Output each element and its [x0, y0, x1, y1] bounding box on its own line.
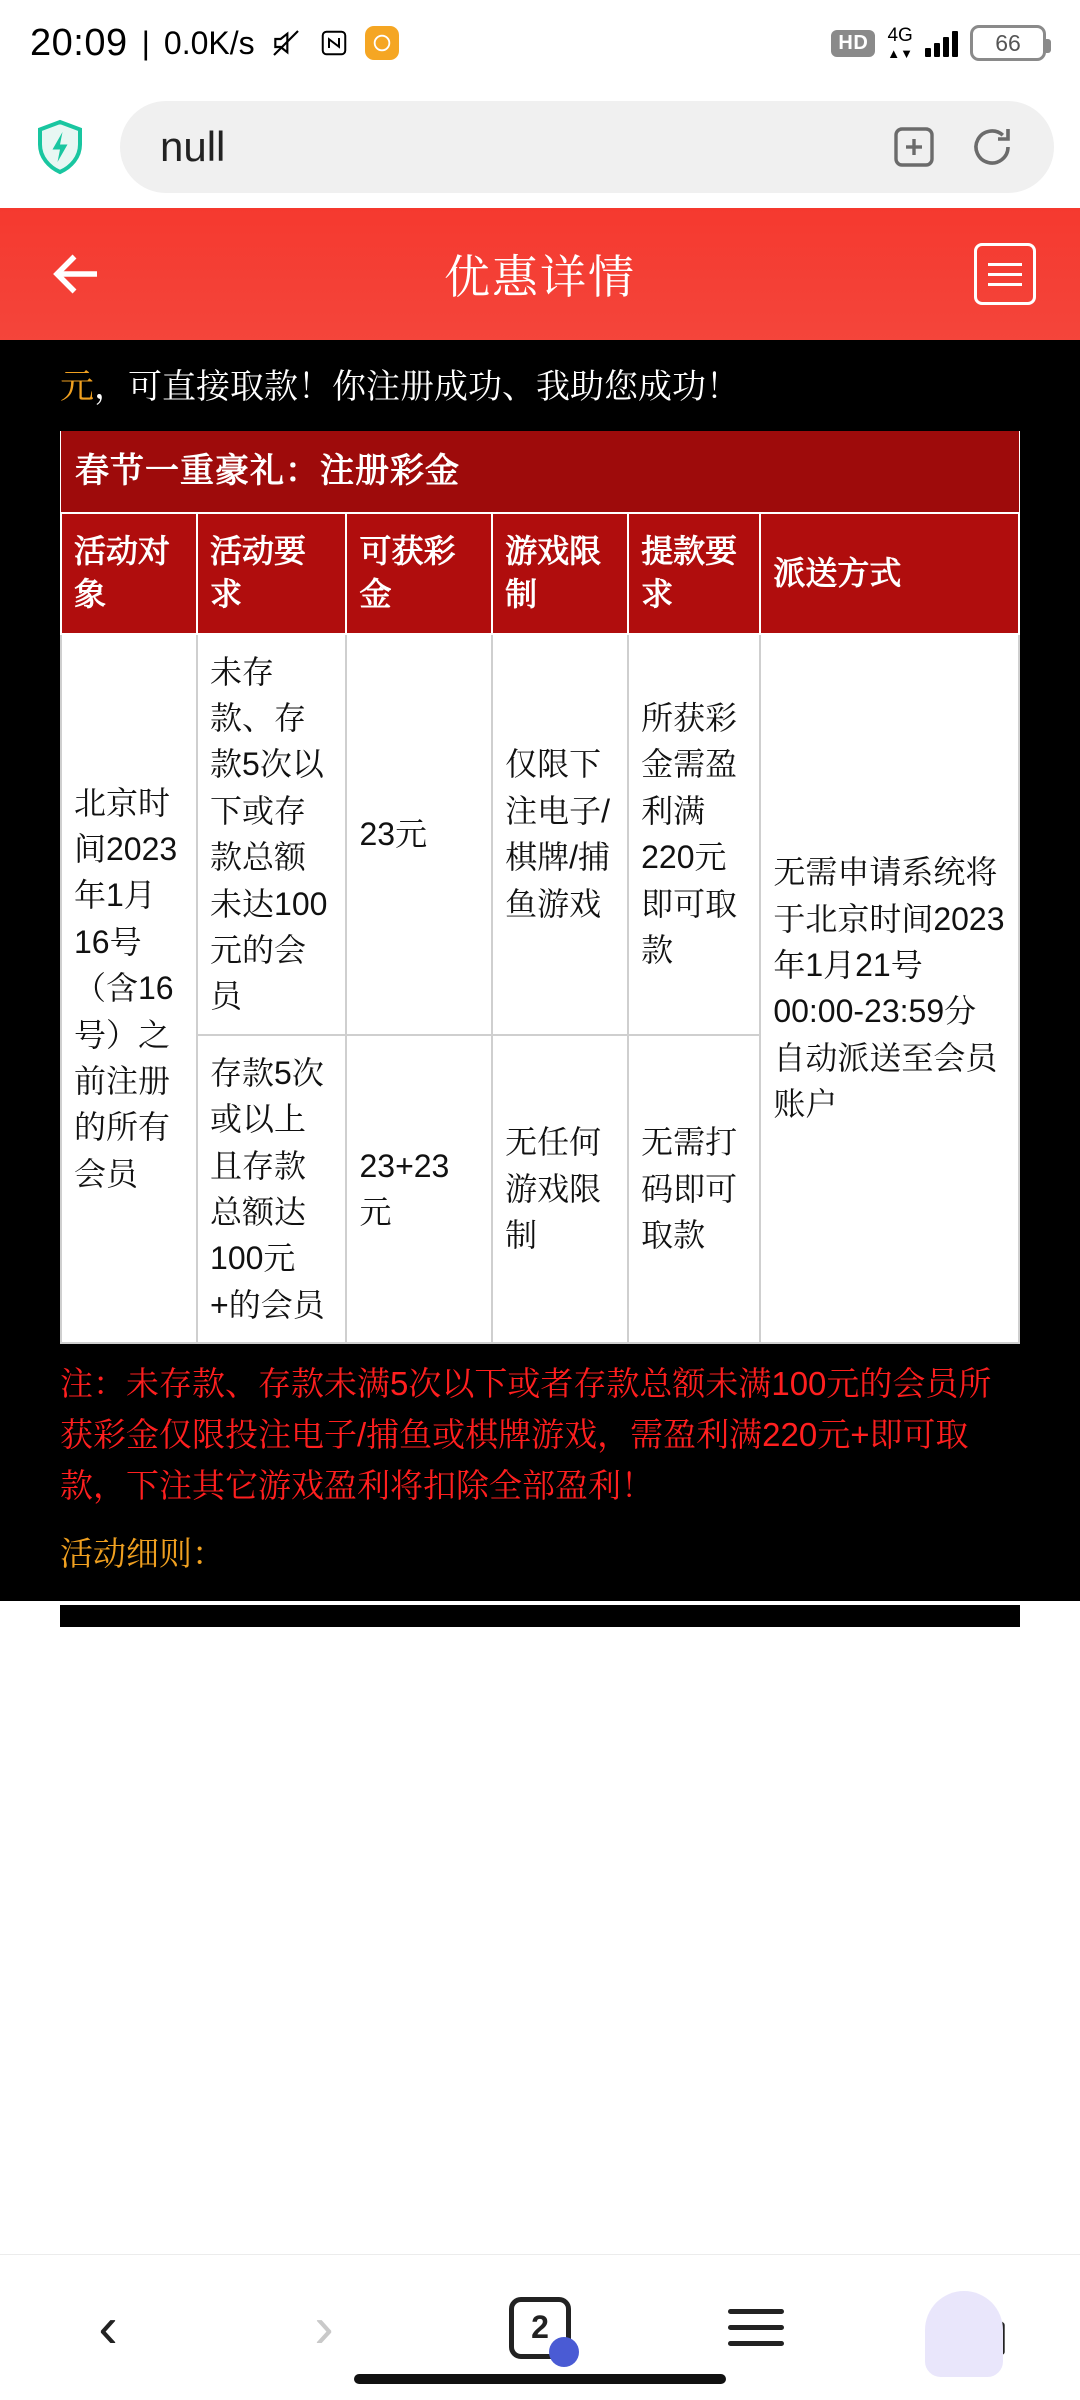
signal-bars-icon [925, 29, 958, 57]
mute-icon [269, 26, 303, 60]
app-header [0, 208, 1080, 340]
hamburger-icon[interactable] [728, 2309, 784, 2346]
tab-switcher-button[interactable] [465, 2273, 615, 2383]
cell-game-limit: 无任何游戏限制 [492, 1035, 628, 1343]
promo-table [60, 431, 1020, 1344]
add-bookmark-icon[interactable] [888, 121, 940, 173]
nav-home-button[interactable] [897, 2273, 1047, 2383]
cell-bonus: 23+23元 [346, 1035, 492, 1343]
nav-menu-button[interactable] [681, 2273, 831, 2383]
network-type-icon [887, 26, 913, 60]
header-game-limit: 游戏限制 [492, 513, 628, 633]
battery-icon [970, 25, 1046, 61]
cell-requirement: 未存款、存款5次以下或存款总额未达100元的会员 [197, 634, 346, 1035]
nav-back-button[interactable] [33, 2273, 183, 2383]
tab-count-label[interactable]: 2 [509, 2297, 571, 2359]
status-bar-left [30, 22, 399, 65]
status-bar [0, 0, 1080, 86]
page-title: 优惠详情 [444, 251, 636, 303]
battery-percent: 66 [995, 29, 1021, 56]
network-type-label: 4G [887, 25, 913, 46]
browser-url-bar [0, 86, 1080, 208]
promo-content [0, 340, 1080, 2254]
header-withdraw: 提款要求 [628, 513, 760, 633]
table-row [61, 634, 1019, 1035]
nfc-icon [317, 26, 351, 60]
status-time: 20:09 [30, 21, 128, 64]
nav-forward-button[interactable] [249, 2273, 399, 2383]
table-banner-text: 春节一重豪礼：注册彩金 [61, 431, 1019, 513]
cell-object: 北京时间2023年1月16号（含16号）之前注册的所有会员 [61, 634, 197, 1343]
cell-bonus: 23元 [346, 634, 492, 1035]
nav-forward-chevron-icon[interactable]: › [314, 2294, 334, 2360]
list-menu-icon[interactable] [974, 243, 1036, 305]
status-bar-right [831, 25, 1046, 61]
tab-badge-icon [549, 2337, 579, 2367]
shield-icon[interactable] [26, 113, 94, 181]
url-text[interactable]: null [160, 123, 226, 170]
table-banner-row [61, 431, 1019, 513]
cell-withdraw: 无需打码即可取款 [628, 1035, 760, 1343]
data-arrows-icon: ▲▼ [887, 46, 913, 61]
cell-requirement: 存款5次或以上且存款总额达100元+的会员 [197, 1035, 346, 1343]
promo-rules-title: 活动细则： [0, 1522, 1080, 1601]
gesture-bar [354, 2374, 726, 2384]
app-orange-icon [365, 26, 399, 60]
url-input-field[interactable] [120, 101, 1054, 193]
header-delivery: 派送方式 [760, 513, 1019, 633]
promo-section-divider [60, 1601, 1020, 1627]
promo-table-wrap [0, 431, 1080, 1344]
network-speed: 0.0K/s [163, 24, 255, 61]
refresh-icon[interactable] [966, 121, 1018, 173]
assistant-ghost-icon [925, 2291, 1003, 2377]
header-requirement: 活动要求 [197, 513, 346, 633]
promo-top-line [60, 340, 1020, 431]
status-separator: | [141, 24, 150, 61]
table-header-row [61, 513, 1019, 633]
promo-top-white: ，可直接取款！你注册成功、我助您成功！ [94, 368, 740, 406]
header-bonus: 可获彩金 [346, 513, 492, 633]
back-arrow-icon[interactable] [44, 241, 110, 307]
cell-delivery: 无需申请系统将于北京时间2023年1月21号00:00-23:59分自动派送至会员账户 [760, 634, 1019, 1343]
cell-game-limit: 仅限下注电子/棋牌/捕鱼游戏 [492, 634, 628, 1035]
promo-top-amber: 元 [60, 368, 94, 406]
header-object: 活动对象 [61, 513, 197, 633]
hd-badge: HD [831, 30, 875, 57]
promo-note-wrap [0, 1344, 1080, 1521]
promo-note: 注：未存款、存款未满5次以下或者存款总额未满100元的会员所获彩金仅限投注电子/捕鱼或棋牌游戏，需盈利满220元+即可取款，下注其它游戏盈利将扣除全部盈利！ [60, 1365, 992, 1505]
nav-back-chevron-icon[interactable]: ‹ [98, 2294, 118, 2360]
promo-top-banner [0, 340, 1080, 431]
cell-withdraw: 所获彩金需盈利满220元即可取款 [628, 634, 760, 1035]
